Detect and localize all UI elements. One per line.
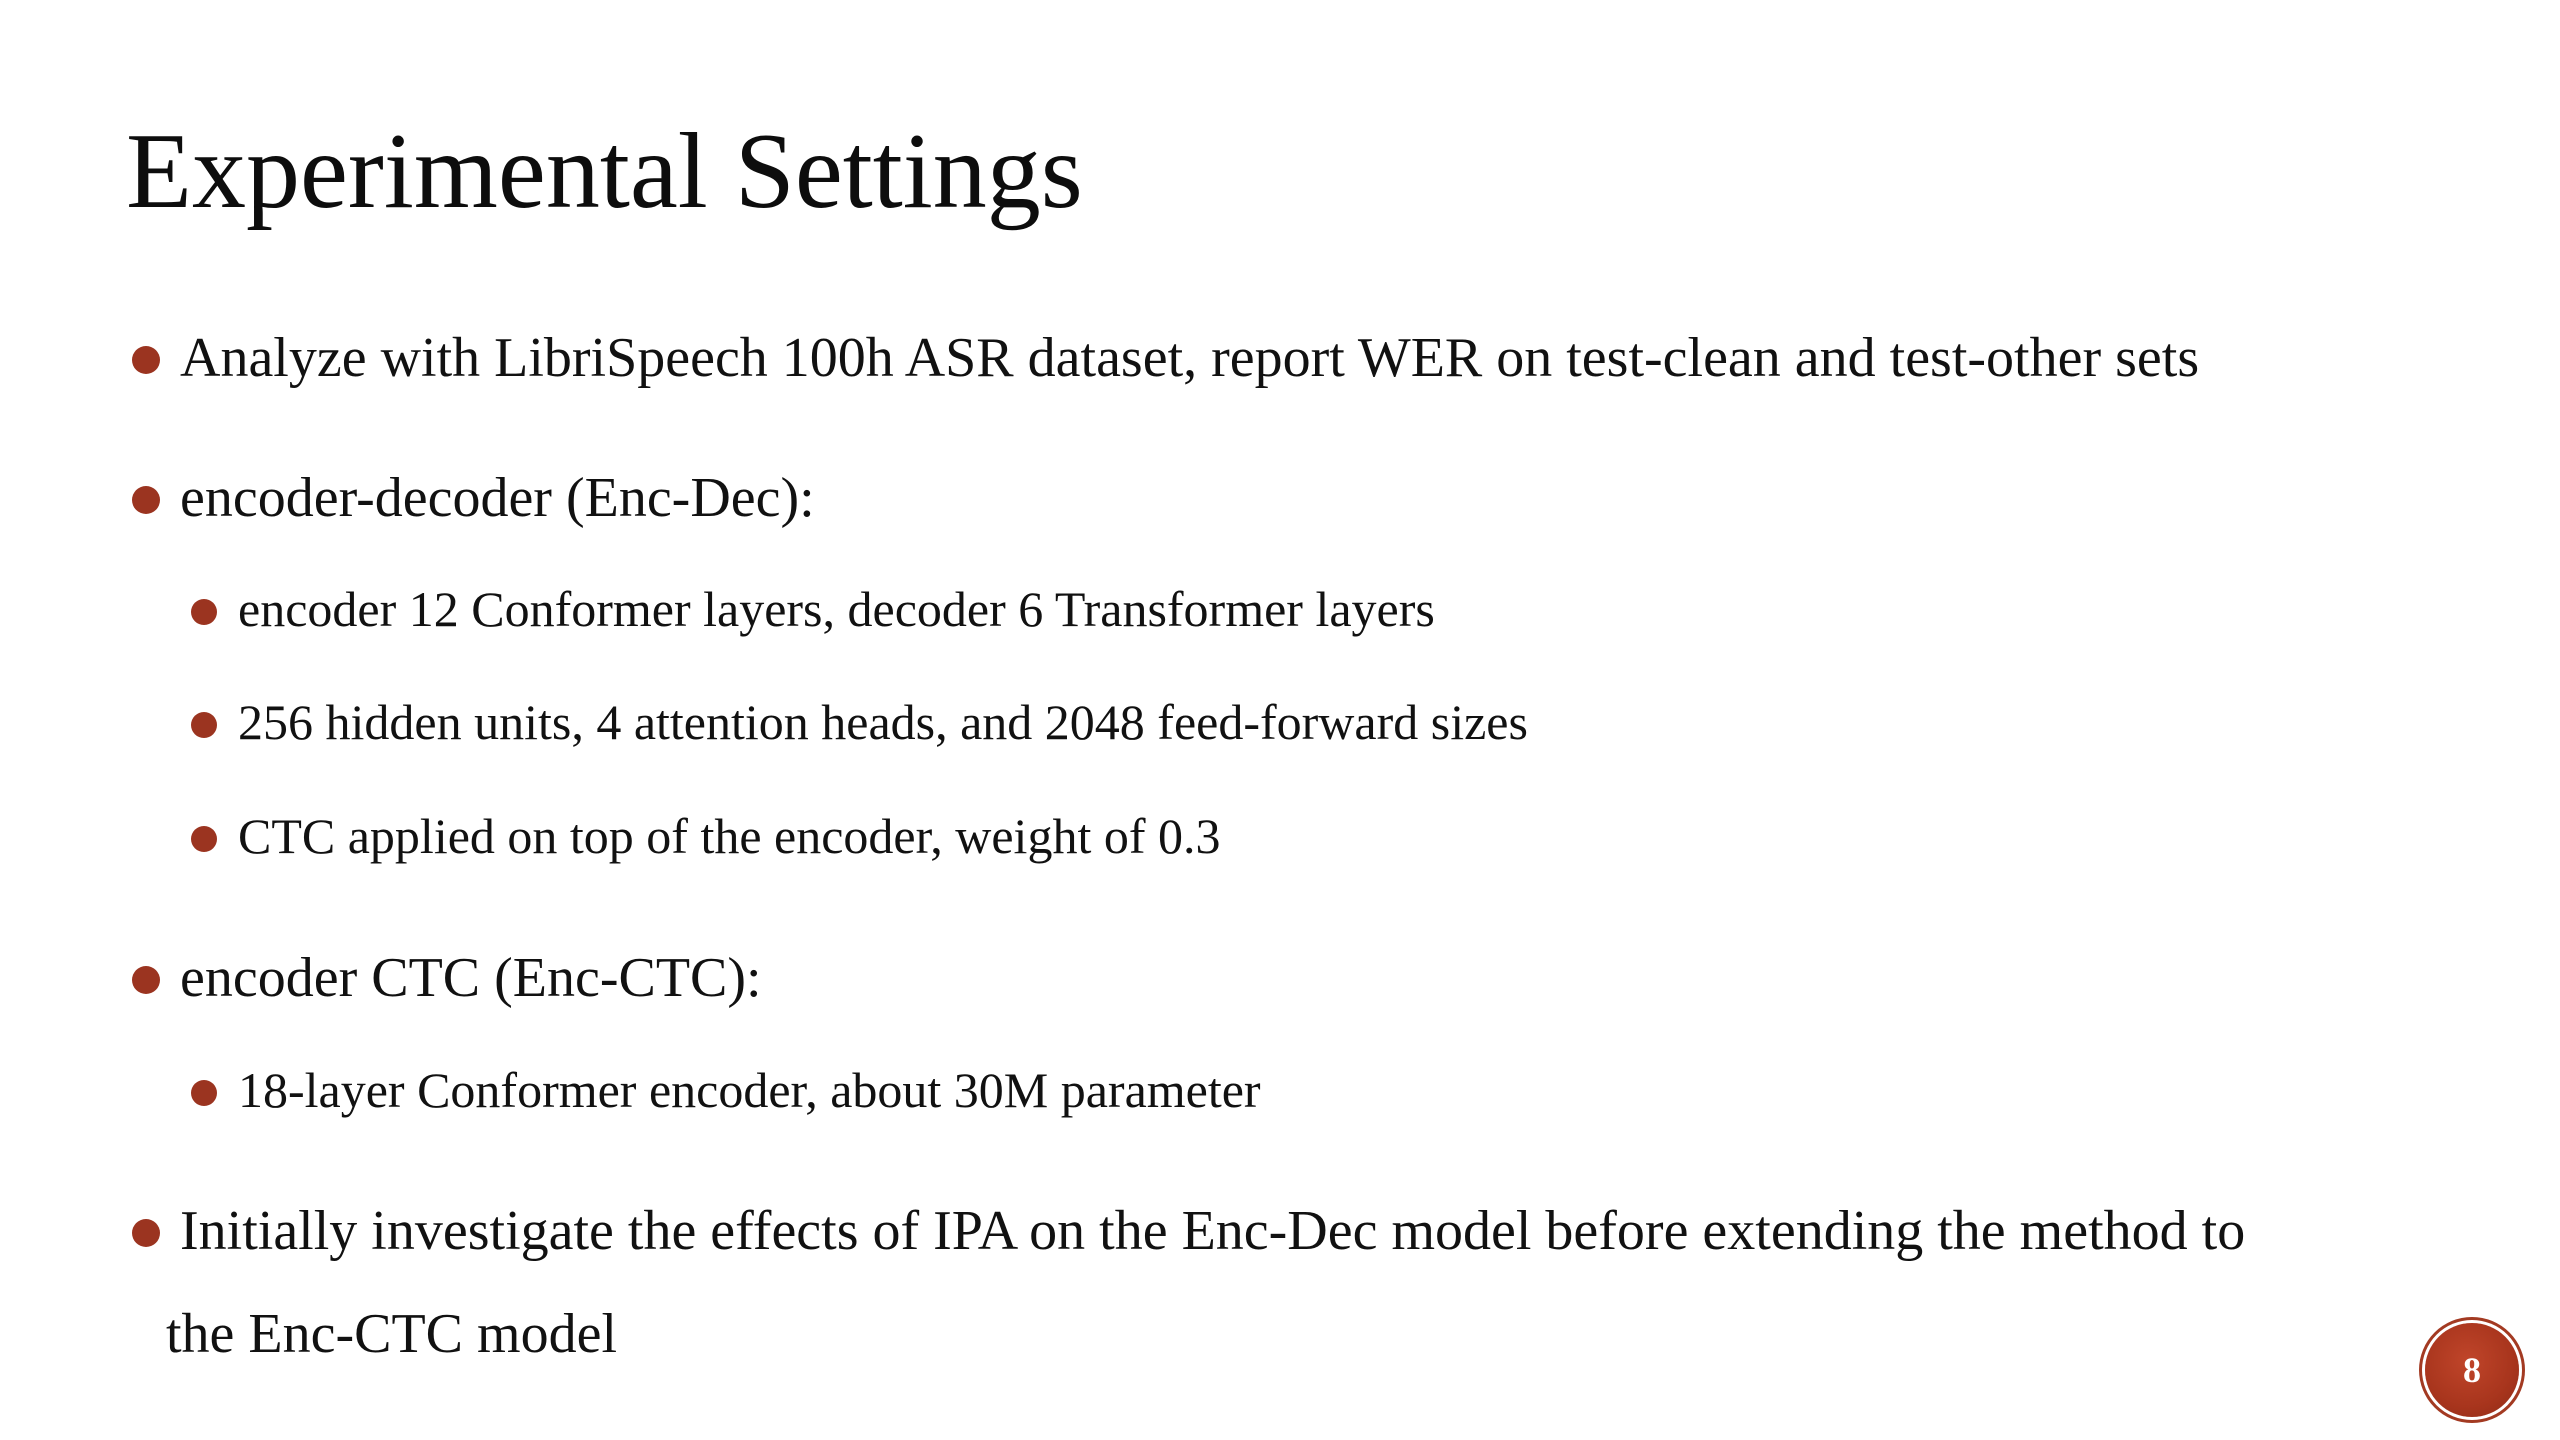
slide-title: Experimental Settings: [126, 112, 1083, 231]
bullet-dot-icon: [191, 1080, 217, 1106]
page-number-badge: [2425, 1323, 2519, 1417]
bullet-dot-icon: [132, 966, 160, 994]
bullet-dot-icon: [191, 599, 217, 625]
sub-bullet-text: 18-layer Conformer encoder, about 30M parameter: [238, 1062, 1261, 1118]
bullet-dot-icon: [191, 712, 217, 738]
bullet-dot-icon: [191, 826, 217, 852]
bullet-dot-icon: [132, 486, 160, 514]
bullet-text: Analyze with LibriSpeech 100h ASR dataset, report WER on test-clean and test-other sets: [180, 327, 2200, 389]
bullet-text: encoder CTC (Enc-CTC):: [180, 947, 762, 1009]
bullet-continuation-text: the Enc-CTC model: [166, 1303, 618, 1365]
bullet-text: encoder-decoder (Enc-Dec):: [180, 467, 815, 529]
sub-bullet-text: encoder 12 Conformer layers, decoder 6 Transformer layers: [238, 581, 1435, 637]
bullet-dot-icon: [132, 1219, 160, 1247]
sub-bullet-text: 256 hidden units, 4 attention heads, and 2048 feed-forward sizes: [238, 694, 1528, 750]
bullet-dot-icon: [132, 346, 160, 374]
page-number: 8: [2463, 1350, 2481, 1390]
sub-bullet-text: CTC applied on top of the encoder, weight of 0.3: [238, 808, 1221, 864]
bullet-text: Initially investigate the effects of IPA on the Enc-Dec model before extending the method to: [180, 1200, 2246, 1262]
